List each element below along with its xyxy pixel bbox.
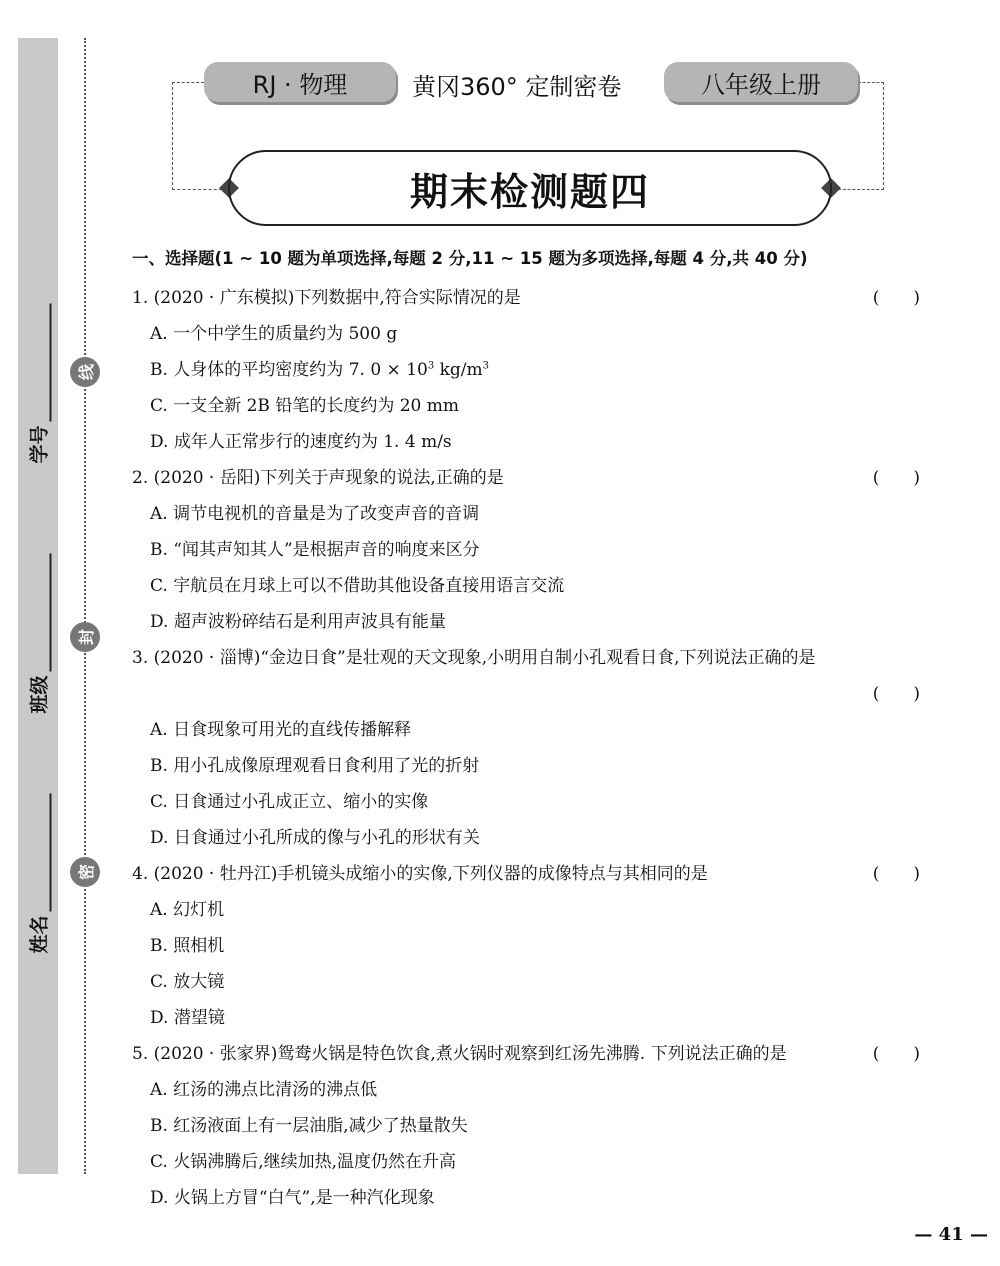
question-3-stem: 3. (2020 · 淄博)“金边日食”是壮观的天文现象,小明用自制小孔观看日食,下列说法正确的是 <box>132 648 816 668</box>
answer-blank-5[interactable]: ( ) <box>872 1044 920 1064</box>
binding-dotted-line <box>84 38 86 1174</box>
answer-blank-3[interactable]: ( ) <box>872 684 920 704</box>
q2-option-c: C. 宇航员在月球上可以不借助其他设备直接用语言交流 <box>150 576 565 596</box>
q5-option-d: D. 火锅上方冒“白气”,是一种汽化现象 <box>150 1188 435 1208</box>
seal-seal-mark: 封 <box>70 622 100 652</box>
header-dash-left-top <box>172 82 204 83</box>
series-title: 黄冈360° 定制密卷 <box>412 72 622 101</box>
answer-blank-1[interactable]: ( ) <box>872 288 920 308</box>
q4-option-a: A. 幻灯机 <box>150 900 225 920</box>
seal-secret-mark: 密 <box>70 857 100 887</box>
class-label: 班级 <box>28 675 51 714</box>
header-dash-left-bottom <box>172 189 222 190</box>
question-5 <box>132 1036 930 1072</box>
question-4-stem: 4. (2020 · 牡丹江)手机镜头成缩小的实像,下列仪器的成像特点与其相同的是 <box>132 864 708 884</box>
question-1 <box>132 280 930 316</box>
class-field[interactable] <box>25 553 52 713</box>
section-heading: 一、选择题(1 ~ 10 题为单项选择,每题 2 分,11 ~ 15 题为多项选择,每题 4 分,共 40 分) <box>132 249 808 268</box>
question-1-stem: 1. (2020 · 广东模拟)下列数据中,符合实际情况的是 <box>132 288 521 308</box>
q3-option-d: D. 日食通过小孔所成的像与小孔的形状有关 <box>150 828 480 848</box>
page-title: 期末检测题四 <box>228 150 832 226</box>
q2-option-b: B. “闻其声知其人”是根据声音的响度来区分 <box>150 540 480 560</box>
q5-option-a: A. 红汤的沸点比清汤的沸点低 <box>150 1080 378 1100</box>
q3-option-b: B. 用小孔成像原理观看日食利用了光的折射 <box>150 756 480 776</box>
answer-blank-2[interactable]: ( ) <box>872 468 920 488</box>
q1-option-a: A. 一个中学生的质量约为 500 g <box>150 324 398 344</box>
q3-option-a: A. 日食现象可用光的直线传播解释 <box>150 720 412 740</box>
q2-option-d: D. 超声波粉碎结石是利用声波具有能量 <box>150 612 446 632</box>
question-4 <box>132 856 930 892</box>
q4-option-d: D. 潜望镜 <box>150 1008 225 1028</box>
student-id-field[interactable] <box>25 303 52 463</box>
q2-option-a: A. 调节电视机的音量是为了改变声音的音调 <box>150 504 480 524</box>
name-field[interactable] <box>25 793 52 953</box>
student-id-blank[interactable] <box>36 303 52 421</box>
seal-line-mark: 线 <box>70 357 100 387</box>
q1-option-c: C. 一支全新 2B 铅笔的长度约为 20 mm <box>150 396 460 416</box>
header-dash-right-bottom <box>838 189 884 190</box>
q5-option-b: B. 红汤液面上有一层油脂,减少了热量散失 <box>150 1116 468 1136</box>
question-3 <box>132 640 930 676</box>
class-blank[interactable] <box>36 553 52 671</box>
q3-option-c: C. 日食通过小孔成正立、缩小的实像 <box>150 792 429 812</box>
q5-option-c: C. 火锅沸腾后,继续加热,温度仍然在升高 <box>150 1152 457 1172</box>
question-2 <box>132 460 930 496</box>
answer-blank-4[interactable]: ( ) <box>872 864 920 884</box>
question-list <box>132 244 930 1216</box>
name-label: 姓名 <box>28 915 51 954</box>
header-dash-right <box>883 82 884 190</box>
grade-badge: 八年级上册 <box>664 62 858 102</box>
question-2-stem: 2. (2020 · 岳阳)下列关于声现象的说法,正确的是 <box>132 468 504 488</box>
q1-option-d: D. 成年人正常步行的速度约为 1. 4 m/s <box>150 432 452 452</box>
name-blank[interactable] <box>36 793 52 911</box>
header-dash-left <box>172 82 173 190</box>
edition-badge: RJ · 物理 <box>204 62 396 102</box>
q4-option-b: B. 照相机 <box>150 936 225 956</box>
student-id-label: 学号 <box>28 425 51 464</box>
header-dash-right-top <box>858 82 884 83</box>
q4-option-c: C. 放大镜 <box>150 972 225 992</box>
page-number: — 41 — <box>914 1224 988 1245</box>
question-3-answer-row <box>132 676 930 712</box>
q1-option-b: B. 人身体的平均密度约为 7. $0 \times 10^3$ $kg/m^3$ <box>150 360 490 380</box>
question-5-stem: 5. (2020 · 张家界)鸳鸯火锅是特色饮食,煮火锅时观察到红汤先沸腾. 下列说法正确的是 <box>132 1044 787 1064</box>
